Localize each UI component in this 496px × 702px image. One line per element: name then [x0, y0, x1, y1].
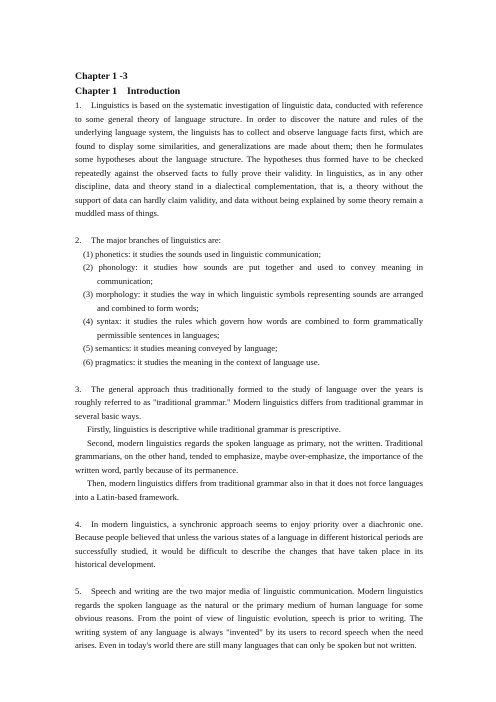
branches-list — [75, 248, 423, 370]
section-number: 2. — [75, 235, 82, 245]
document-title: Chapter 1 -3 — [75, 71, 128, 82]
list-item: (6) pragmatics: it studies the meaning in the context of language use. — [83, 356, 320, 367]
chapter-heading — [75, 85, 423, 99]
paragraph-text: Linguistics is based on the systematic investigation of linguistic data, conducted with reference to some general theory of language structure. In order to discover the nature and rules of the underlying language system, the linguists has to collect and observe language facts first, which are found to display some similarities, and generalizations are made about them; then he formulates some hypotheses about the language structure. The hypotheses thus formed have to be checked repeatedly against the observed facts to fully prove their validity. In linguistics, as in any other discipline, data and theory stand in a dialectical complementation, that is, a theory without the support of data can hardly claim validity, and data without being explained by some theory remain a muddled mass of things. — [75, 100, 423, 218]
paragraph-1 — [75, 99, 423, 221]
chapter-label: Chapter 1 — [75, 86, 118, 97]
paragraph-text: The major branches of linguistics are: — [91, 235, 222, 245]
list-item: (2) phonology: it studies how sounds are put together and used to convey meaning in communication; — [83, 262, 423, 286]
paragraph-3-firstly: Firstly, linguistics is descriptive while traditional grammar is prescriptive. — [87, 424, 341, 434]
paragraph-text: In modern linguistics, a synchronic approach seems to enjoy priority over a diachronic one. Because people believed that unless the various states of a language in different historical periods are successfully studied, it would be difficult to describe the changes that have taken place in its historical development. — [75, 518, 424, 569]
chapter-title: Introduction — [127, 86, 181, 97]
list-item: (1) phonetics: it studies the sounds used in linguistic communication; — [83, 248, 321, 259]
paragraph-5 — [75, 585, 423, 653]
paragraph-3 — [75, 383, 423, 424]
section-number: 1. — [75, 100, 82, 110]
paragraph-4 — [75, 518, 423, 572]
section-number: 3. — [75, 383, 82, 394]
list-item: (5) semantics: it studies meaning conveyed by language; — [83, 343, 278, 353]
paragraph-3-then: Then, modern linguistics differs from traditional grammar also in that it does not force languages into a Latin-based framework. — [75, 478, 423, 502]
section-number: 5. — [75, 586, 82, 596]
paragraph-2-intro — [75, 234, 423, 248]
paragraph-text: Speech and writing are the two major media of linguistic communication. Modern linguistics regards the spoken language as the natural or the primary medium of human language for some obvious reasons. From the point of view of linguistic evolution, speech is prior to writing. The writing system of any language is always "invented" by its users to record speech when the need arises. Even in today's world there are still many languages that can only be spoken but not written. — [75, 586, 423, 650]
section-number: 4. — [75, 518, 82, 529]
paragraph-3-second: Second, modern linguistics regards the spoken language as primary, not the written. Traditional grammarians, on the other hand, tended to emphasize, maybe over-emphasize, the importance of the written word, partly because of its permanence. — [75, 437, 423, 475]
list-item: (3) morphology: it studies the way in which linguistic symbols representing sounds are arranged and combined to form words; — [83, 289, 423, 313]
document-page — [75, 62, 423, 653]
list-item: (4) syntax: it studies the rules which govern how words are combined to form grammatically permissible sentences in languages; — [83, 316, 423, 340]
paragraph-text: The general approach thus traditionally formed to the study of language over the years is roughly referred to as "traditional grammar." Modern linguistics differs from traditional grammar in several basic ways. — [75, 383, 423, 421]
